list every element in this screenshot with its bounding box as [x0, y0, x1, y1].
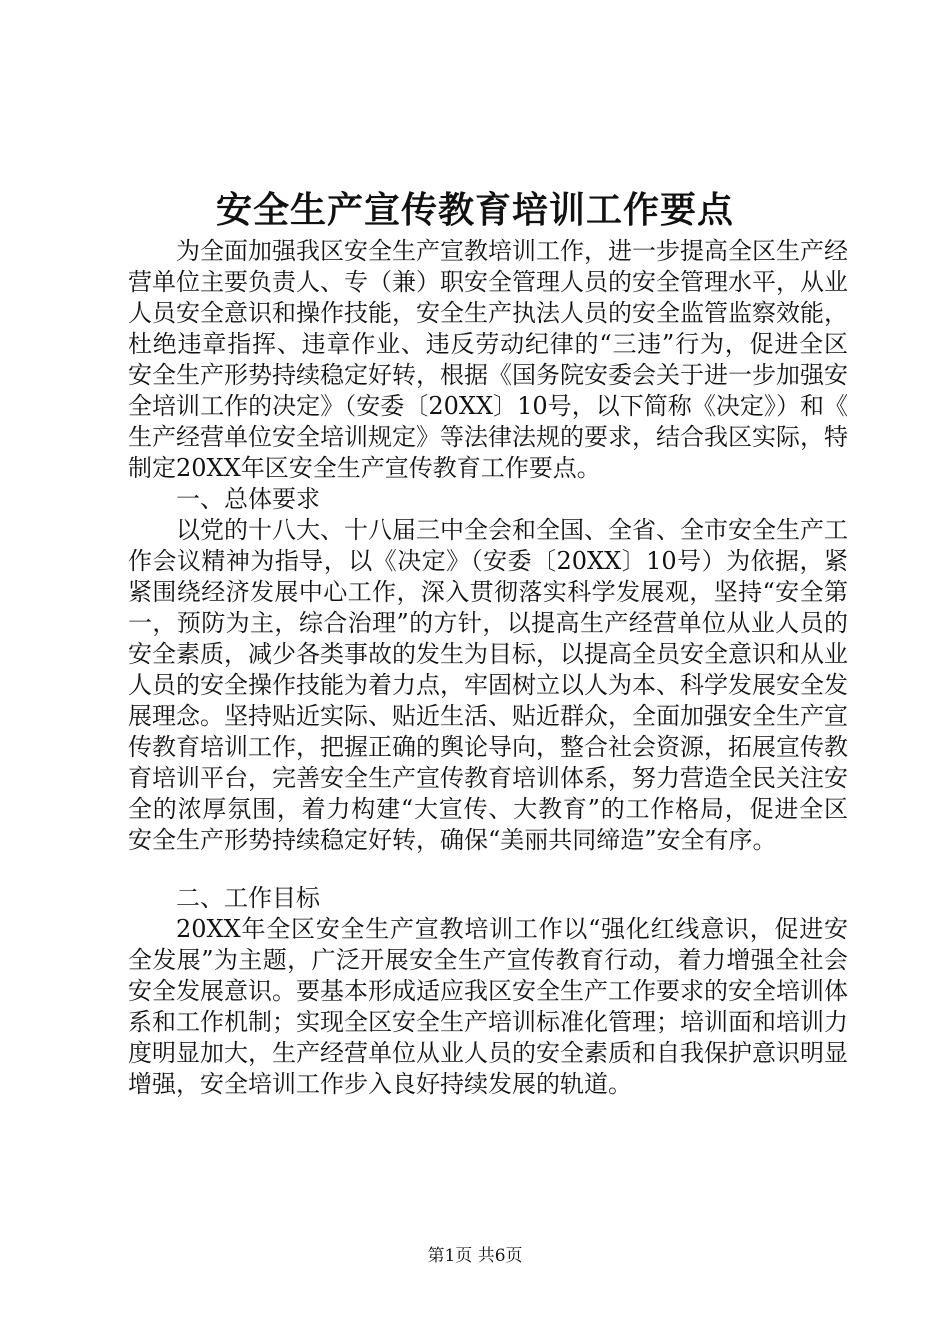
overall-requirements-paragraph: 以党的十八大、十八届三中全会和全国、全省、全市安全生产工作会议精神为指导，以《决定》（安委〔20XX〕10号）为依据，紧紧围绕经济发展中心工作，深入贯彻落实科学发展观，坚持“安全第一，预防为主，综合治理”的方针，以提高生产经营单位从业人员的安全素质，减少各类事故的发生为目标，以提高全员安全意识和从业人员的安全操作技能为着力点，牢固树立以人为本、科学发展安全发展理念。坚持贴近实际、贴近生活、贴近群众，全面加强安全生产宣传教育培训工作，把握正确的舆论导向，整合社会资源，拓展宣传教育培训平台，完善安全生产宣传教育培训体系，努力营造全民关注安全的浓厚氛围，着力构建“大宣传、大教育”的工作格局，促进全区安全生产形势持续稳定好转，确保“美丽共同缔造”安全有序。 [128, 516, 848, 854]
paragraph-spacer [128, 856, 848, 883]
intro-paragraph: 为全面加强我区安全生产宣教培训工作，进一步提高全区生产经营单位主要负责人、专（兼）职安全管理人员的安全管理水平，从业人员安全意识和操作技能，安全生产执法人员的安全监管监察效能，杜绝违章指挥、违章作业、违反劳动纪律的“三违”行为，促进全区安全生产形势持续稳定好转，根据《国务院安委会关于进一步加强安全培训工作的决定》（安委〔20XX〕10号，以下简称《决定》）和《生产经营单位安全培训规定》等法律法规的要求，结合我区实际，特制定20XX年区安全生产宣传教育工作要点。 [128, 237, 848, 482]
document-body [128, 236, 848, 1100]
section-heading-work-goals: 二、工作目标 [176, 884, 320, 912]
work-goals-paragraph: 20XX年全区安全生产宣教培训工作以“强化红线意识，促进安全发展”为主题，广泛开展安全生产宣传教育行动，着力增强全社会安全发展意识。要基本形成适应我区安全生产工作要求的安全培训体系和工作机制；实现全区安全生产培训标准化管理；培训面和培训力度明显加大，生产经营单位从业人员的安全素质和自我保护意识明显增强，安全培训工作步入良好持续发展的轨道。 [128, 915, 848, 1098]
document-title: 安全生产宣传教育培训工作要点 [215, 189, 734, 231]
section-heading-overall-requirements: 一、总体要求 [176, 485, 320, 513]
page-number-footer: 第1页 共6页 [427, 1246, 523, 1266]
